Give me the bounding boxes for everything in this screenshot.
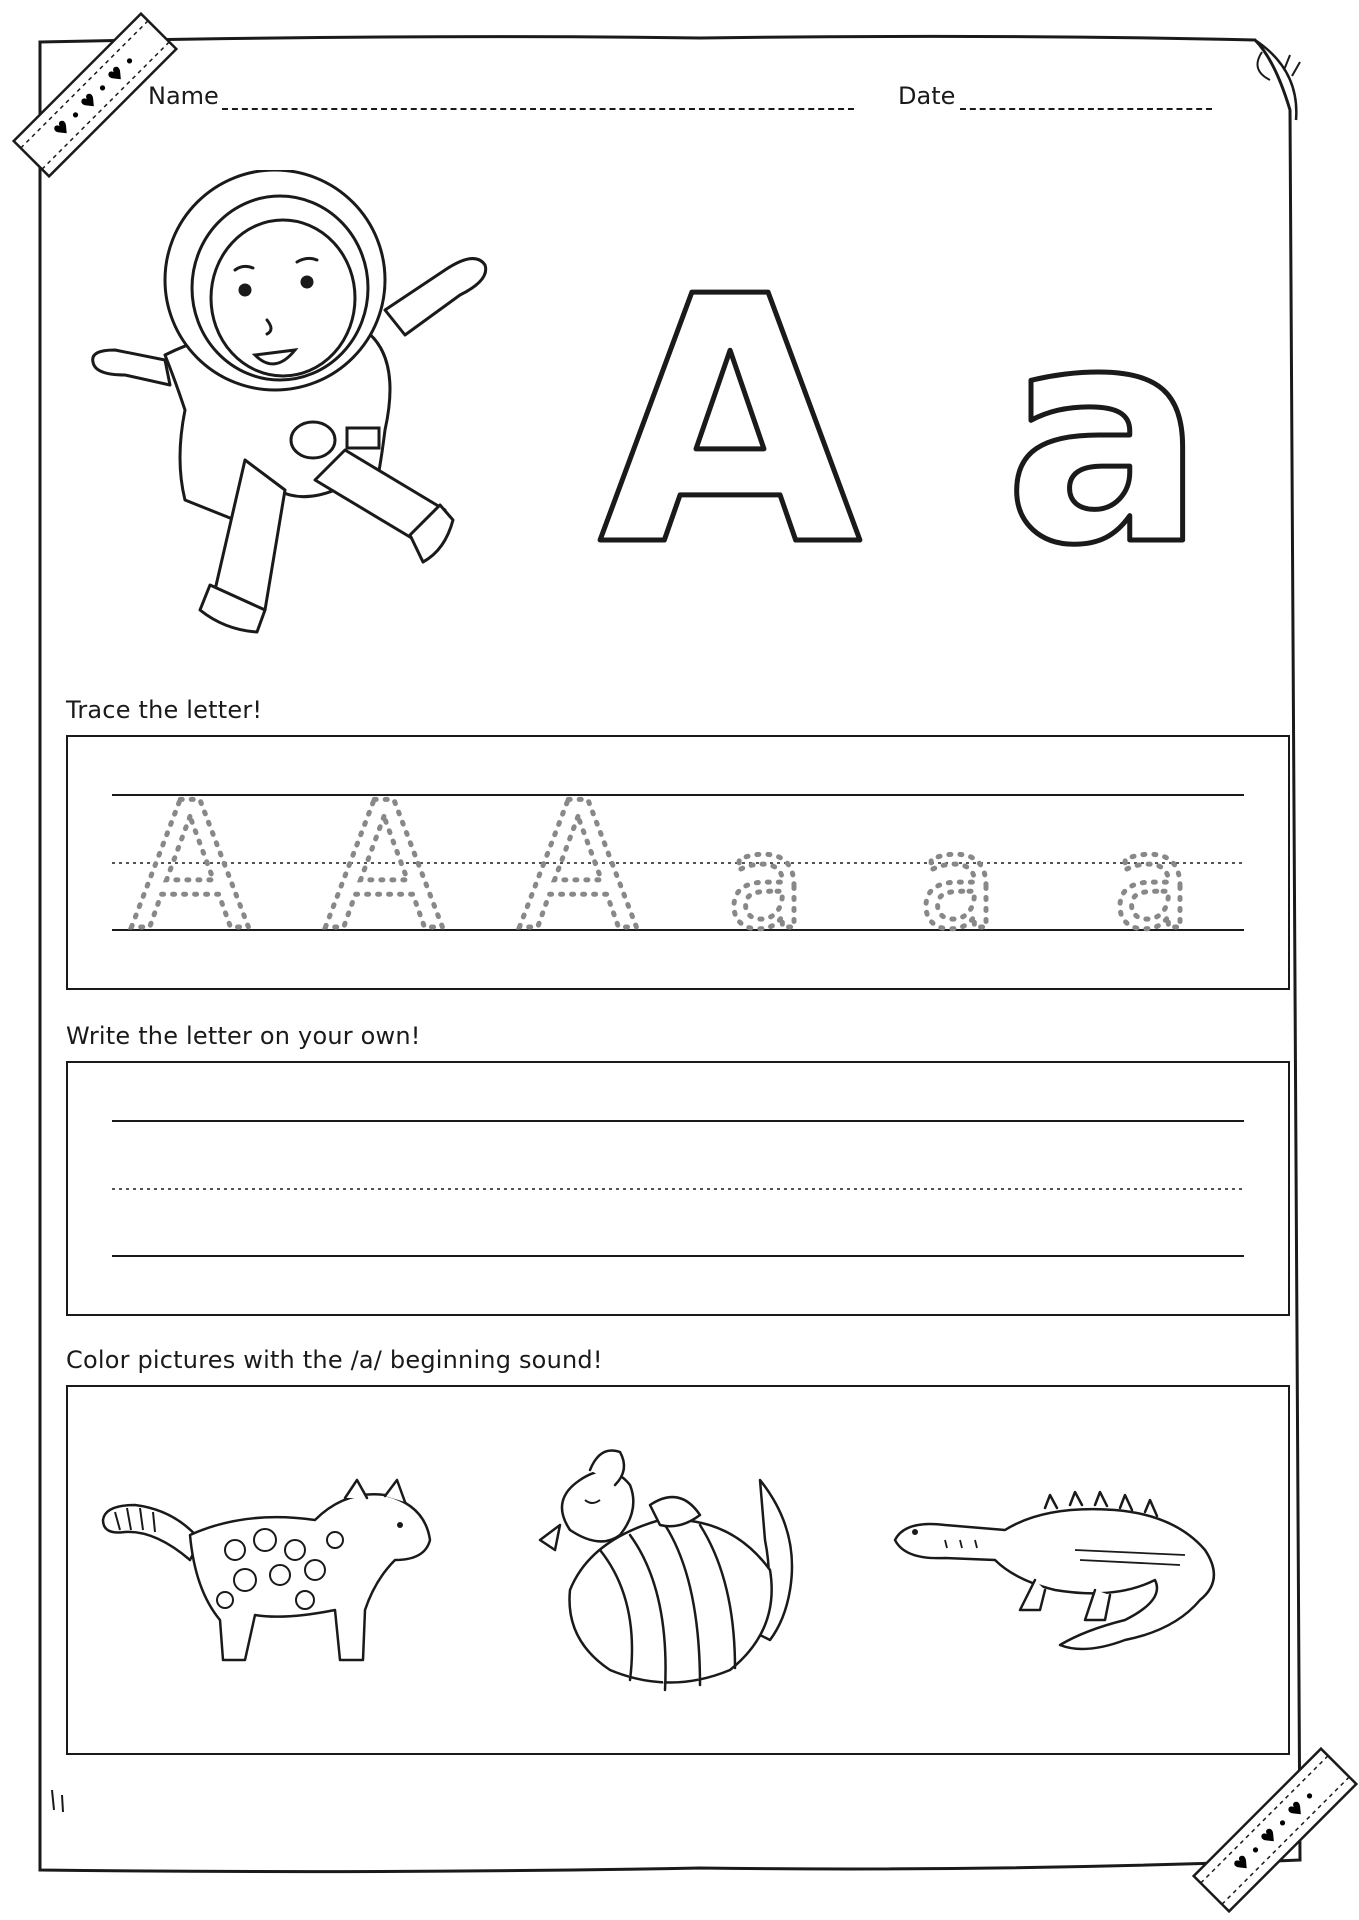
trace-lines[interactable] [66,735,1290,990]
trace-letter: a [1112,806,1192,958]
date-field[interactable] [960,108,1212,110]
date-label: Date [898,82,956,110]
write-lines[interactable] [66,1061,1290,1316]
trace-letter: a [918,806,998,958]
name-field[interactable] [222,108,854,110]
trace-letter: a [726,806,806,958]
hero-letter-lower: a [1003,270,1207,570]
hero-letter-upper: A [598,270,862,570]
color-section-title: Color pictures with the /a/ beginning sound! [66,1346,603,1374]
svg-text:♥ • ♥ • ♥ •: ♥ • ♥ • ♥ • [49,50,142,143]
trace-letter: A [518,766,638,969]
washi-tape-icon [1190,1745,1359,1915]
alligator-icon[interactable] [885,1480,1265,1680]
name-label: Name [148,82,219,110]
astronaut-icon [85,170,585,660]
hero-letters [580,270,1220,570]
write-section-title: Write the letter on your own! [66,1022,421,1050]
svg-text:♥ • ♥ • ♥ •: ♥ • ♥ • ♥ • [1229,1785,1322,1878]
leopard-icon[interactable] [95,1450,435,1680]
trace-section-title: Trace the letter! [66,696,263,724]
trace-letter: A [130,766,250,969]
trace-letter: A [324,766,444,969]
armadillo-icon[interactable] [530,1440,820,1700]
